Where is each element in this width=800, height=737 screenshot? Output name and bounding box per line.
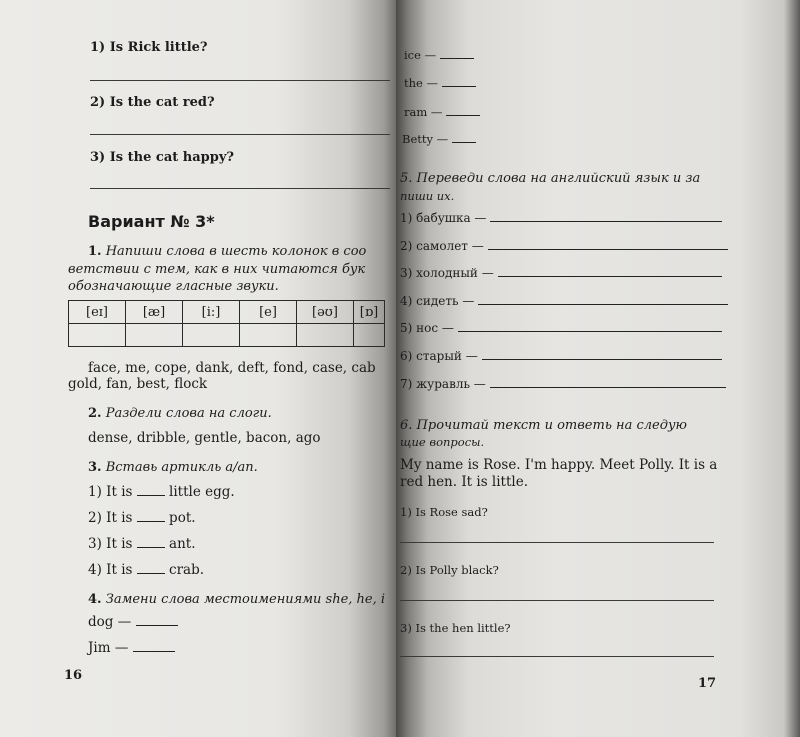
top-item: [404, 48, 474, 62]
answer-cell[interactable]: [126, 324, 183, 347]
translation-blank[interactable]: [490, 387, 726, 388]
top-item: [404, 76, 476, 90]
task4-item-label: Jim —: [88, 640, 129, 656]
reading-question-3: 3) Is the hen little?: [400, 621, 511, 635]
task6-line1: 6. Прочитай текст и ответь на следую: [400, 418, 687, 433]
task6-line2: щие вопросы.: [400, 435, 485, 449]
task3-heading: [88, 460, 258, 475]
task5-line2: пиши их.: [400, 189, 455, 203]
words-line1: face, me, cope, dank, deft, fond, case, cab: [88, 360, 376, 376]
task3-item-suffix: little egg.: [169, 484, 235, 500]
task5-item-label: 2) самолет —: [400, 239, 484, 253]
pronoun-blank[interactable]: [136, 625, 178, 626]
answer-cell[interactable]: [354, 324, 385, 347]
answer-line-2: [90, 134, 390, 135]
sound-cell: [əʊ]: [297, 301, 354, 324]
task3-item: [88, 484, 235, 500]
page-number-right: 17: [698, 676, 717, 691]
task3-item-suffix: ant.: [169, 536, 196, 552]
answer-cell[interactable]: [297, 324, 354, 347]
page-number-left: 16: [64, 668, 83, 683]
reading-answer-line-3[interactable]: [400, 656, 714, 657]
sounds-table: [68, 300, 385, 347]
sound-cell: [i:]: [183, 301, 240, 324]
task3-item-suffix: crab.: [169, 562, 205, 578]
sound-cell: [eɪ]: [69, 301, 126, 324]
task5-item-label: 7) журавль —: [400, 377, 486, 391]
task5-item: [400, 321, 718, 335]
sound-cell: [æ]: [126, 301, 183, 324]
right-page: [396, 0, 800, 737]
task5-item: [400, 294, 718, 308]
task5-line1: 5. Переведи слова на английский язык и за: [400, 171, 701, 186]
task5-item-label: 6) старый —: [400, 349, 478, 363]
task5-item-label: 4) сидеть —: [400, 294, 475, 308]
top-item-label: ram —: [404, 105, 443, 119]
sounds-header-row: [69, 301, 385, 324]
top-item-blank[interactable]: [442, 86, 476, 87]
question-2: 2) Is the cat red?: [90, 95, 215, 110]
task3-text: Вставь артикль a/an.: [105, 460, 258, 475]
top-item-blank[interactable]: [446, 115, 480, 116]
answer-line-3: [90, 188, 390, 189]
words-line2: gold, fan, best, flock: [68, 376, 208, 392]
task3-number: 3.: [88, 460, 102, 475]
task1-number: 1.: [88, 244, 102, 259]
task5-item-label: 5) нос —: [400, 321, 454, 335]
task4-text: Замени слова местоимениями she, he, i: [105, 592, 386, 607]
reading-text-line2: red hen. It is little.: [400, 474, 529, 490]
reading-answer-line-1[interactable]: [400, 542, 714, 543]
sound-cell: [ɒ]: [354, 301, 385, 324]
translation-blank[interactable]: [488, 249, 728, 250]
task5-item: [400, 211, 718, 225]
answer-line-1: [90, 80, 390, 81]
translation-blank[interactable]: [482, 359, 722, 360]
task2-heading: [88, 406, 272, 421]
pronoun-blank[interactable]: [133, 651, 175, 652]
top-item-label: ice —: [404, 48, 437, 62]
translation-blank[interactable]: [490, 221, 722, 222]
answer-cell[interactable]: [69, 324, 126, 347]
answer-cell[interactable]: [183, 324, 240, 347]
task5-item: [400, 239, 718, 253]
translation-blank[interactable]: [478, 304, 728, 305]
task3-item-prefix: 4) It is: [88, 562, 133, 578]
task5-item: [400, 349, 718, 363]
translation-blank[interactable]: [498, 276, 722, 277]
top-item-label: Betty —: [402, 132, 449, 146]
task4-item: [88, 614, 178, 630]
task5-item-label: 1) бабушка —: [400, 211, 487, 225]
task5-item: [400, 377, 718, 391]
sounds-answer-row: [69, 324, 385, 347]
task2-text: Раздели слова на слоги.: [105, 406, 272, 421]
article-blank[interactable]: [137, 521, 165, 522]
article-blank[interactable]: [137, 573, 165, 574]
task3-item-prefix: 1) It is: [88, 484, 133, 500]
top-item-blank[interactable]: [440, 58, 474, 59]
task4-item: [88, 640, 175, 656]
article-blank[interactable]: [137, 495, 165, 496]
top-item-blank[interactable]: [452, 142, 476, 143]
question-1: 1) Is Rick little?: [90, 40, 208, 55]
top-item: [402, 132, 476, 146]
task4-item-label: dog —: [88, 614, 132, 630]
translation-blank[interactable]: [458, 331, 722, 332]
left-page: [0, 0, 396, 737]
task5-item-label: 3) холодный —: [400, 266, 494, 280]
task1-text-line1: Напиши слова в шесть колонок в соо: [105, 244, 367, 259]
sound-cell: [e]: [240, 301, 297, 324]
reading-text-line1: My name is Rose. I'm happy. Meet Polly. It is a: [400, 457, 718, 473]
task4-number: 4.: [88, 592, 102, 607]
top-item-label: the —: [404, 76, 438, 90]
task4-heading: [88, 592, 385, 607]
task2-number: 2.: [88, 406, 102, 421]
task1-text-line3: обозначающие гласные звуки.: [68, 279, 279, 294]
task3-item: [88, 562, 204, 578]
task3-item: [88, 536, 196, 552]
task1-text-line2: ветствии с тем, как в них читаются бук: [68, 262, 366, 277]
task3-item-prefix: 2) It is: [88, 510, 133, 526]
article-blank[interactable]: [137, 547, 165, 548]
reading-question-1: 1) Is Rose sad?: [400, 505, 488, 519]
answer-cell[interactable]: [240, 324, 297, 347]
task3-item-prefix: 3) It is: [88, 536, 133, 552]
task5-item: [400, 266, 718, 280]
task3-item: [88, 510, 196, 526]
top-item: [404, 105, 480, 119]
question-3: 3) Is the cat happy?: [90, 150, 234, 165]
reading-question-2: 2) Is Polly black?: [400, 563, 499, 577]
task1-line1: [88, 244, 366, 259]
reading-answer-line-2[interactable]: [400, 600, 714, 601]
task3-item-suffix: pot.: [169, 510, 196, 526]
variant-title: Вариант № 3*: [88, 212, 215, 231]
task2-words: dense, dribble, gentle, bacon, ago: [88, 430, 321, 446]
